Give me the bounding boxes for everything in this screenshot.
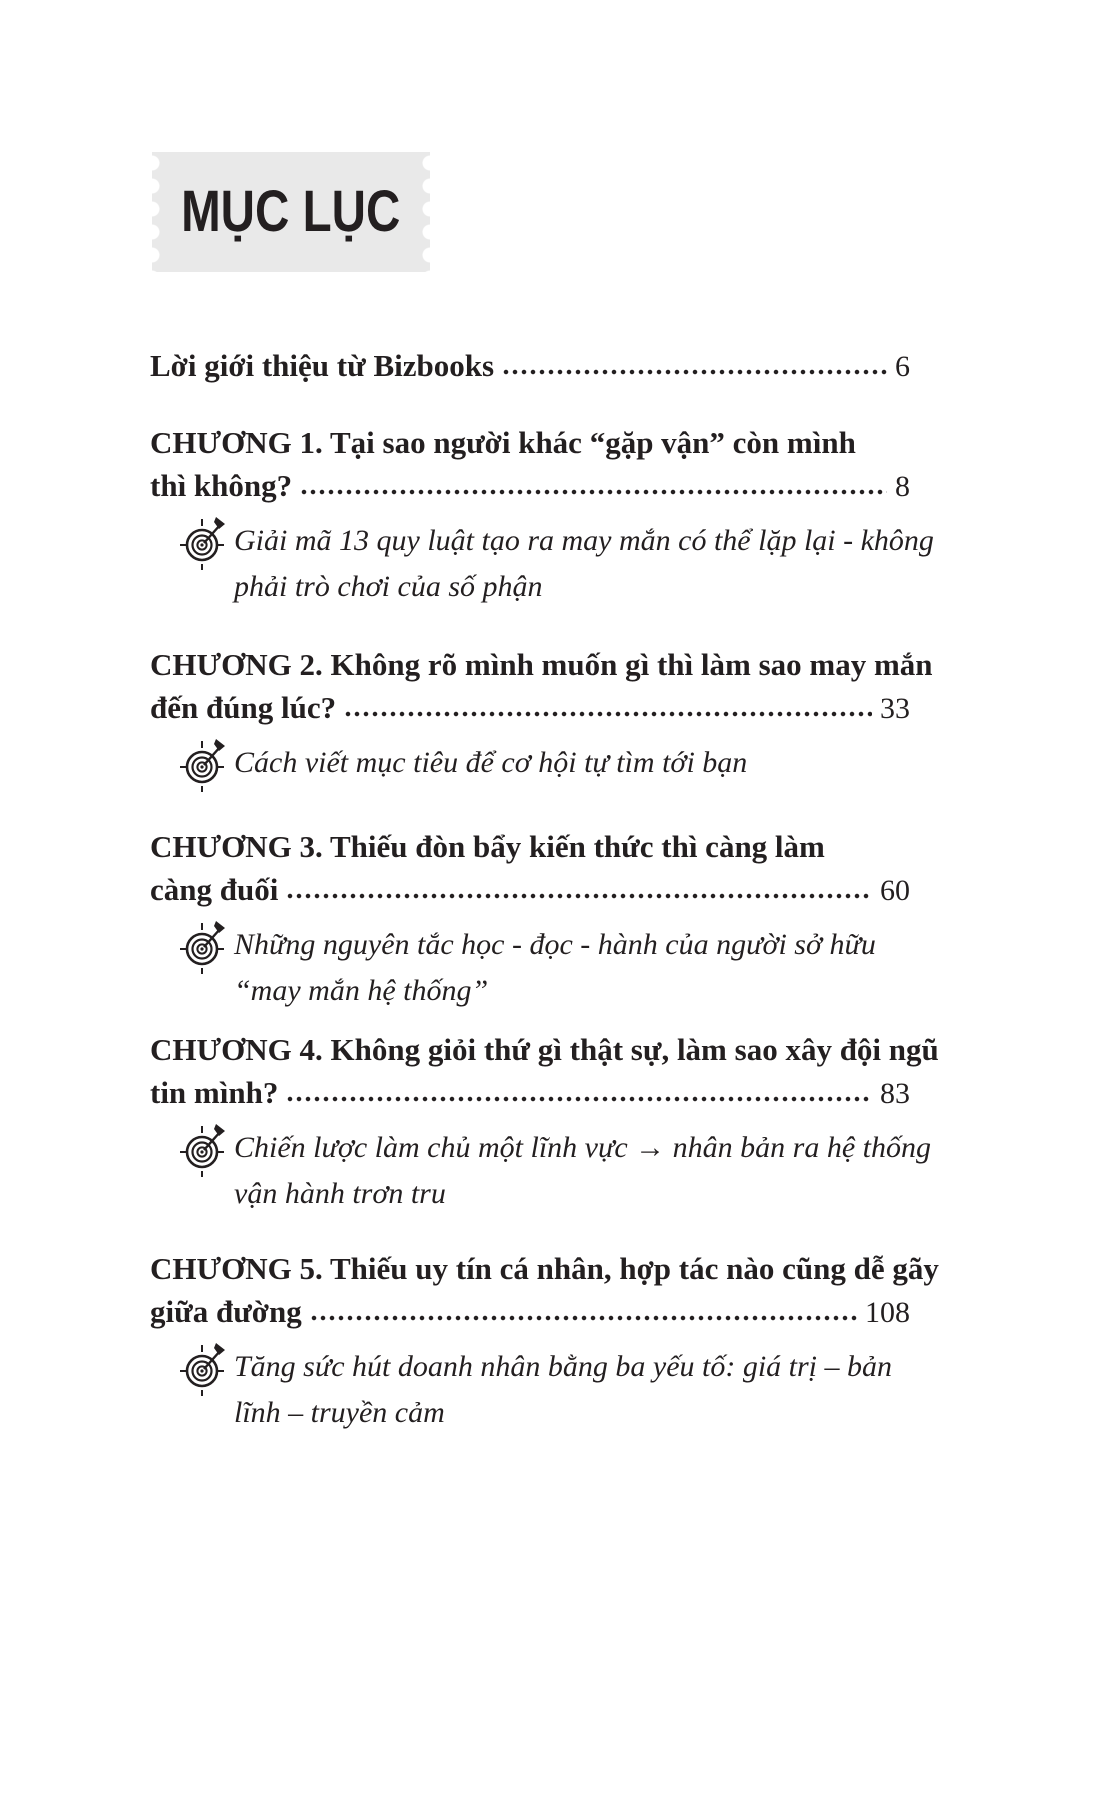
chapter-subtitle [150,1344,910,1436]
dot-leader [502,368,887,376]
chapter-page-number: 8 [895,470,910,503]
chapter-title-line2: thì không? [150,468,293,503]
chapter-title-line1: CHƯƠNG 1. Tại sao người khác “gặp vận” còn mình [150,425,856,460]
chapter-title-line2: đến đúng lúc? [150,690,337,725]
intro-page-number: 6 [895,350,910,383]
page-title: MỤC LỤC [181,179,401,244]
dot-leader [300,488,887,496]
chapter-title-line1: CHƯƠNG 4. Không giỏi thứ gì thật sự, làm sao xây đội ngũ [150,1032,939,1067]
chapter-subtitle-line: Chiến lược làm chủ một lĩnh vực → nhân bản ra hệ thống [234,1131,931,1164]
target-dart-icon [178,514,226,570]
chapter-page-number: 60 [880,874,910,907]
table-of-contents [150,344,939,1436]
target-dart-icon [178,1340,226,1396]
chapter-subtitle [150,740,910,792]
chapter-title-line1: CHƯƠNG 5. Thiếu uy tín cá nhân, hợp tác nào cũng dễ gãy [150,1251,939,1286]
toc-entry-chapter-1 [150,421,934,610]
chapter-subtitle-line: Tăng sức hút doanh nhân bằng ba yếu tố: giá trị – bản [234,1350,893,1383]
header-ribbon [152,152,430,272]
chapter-subtitle [150,1125,931,1217]
chapter-page-number: 33 [880,692,910,725]
chapter-page-number: 108 [865,1296,910,1329]
chapter-subtitle [150,922,910,1014]
dot-leader [286,892,872,900]
toc-entry-chapter-5 [150,1247,939,1436]
chapter-page-number: 83 [880,1077,910,1110]
target-dart-icon [178,736,226,792]
chapter-subtitle-line: Cách viết mục tiêu để cơ hội tự tìm tới bạn [234,746,748,779]
chapter-subtitle-line: lĩnh – truyền cảm [234,1396,445,1429]
chapter-subtitle-line: “may mắn hệ thống” [234,974,489,1007]
chapter-subtitle [150,518,934,610]
chapter-subtitle-line: Giải mã 13 quy luật tạo ra may mắn có thể lặp lại - không [234,524,934,557]
dot-leader [344,710,872,718]
chapter-title-line1: CHƯƠNG 3. Thiếu đòn bẩy kiến thức thì càng làm [150,829,825,864]
toc-entry-chapter-2 [150,643,933,792]
chapter-title-line2: giữa đường [150,1294,302,1329]
dot-leader [310,1314,857,1322]
chapter-title-line2: càng đuối [150,872,279,907]
target-dart-icon [178,918,226,974]
dot-leader [286,1095,872,1103]
chapter-title-line1: CHƯƠNG 2. Không rõ mình muốn gì thì làm sao may mắn [150,647,933,682]
chapter-subtitle-line: vận hành trơn tru [234,1177,446,1210]
toc-entry-chapter-3 [150,825,910,1014]
chapter-title-line2: tin mình? [150,1075,279,1110]
toc-entry-intro [150,344,910,388]
toc-entry-chapter-4 [150,1028,939,1217]
chapter-subtitle-line: Những nguyên tắc học - đọc - hành của người sở hữu [234,928,876,961]
chapter-subtitle-line: phải trò chơi của số phận [234,570,543,603]
intro-label: Lời giới thiệu từ Bizbooks [150,348,495,383]
target-dart-icon [178,1121,226,1177]
